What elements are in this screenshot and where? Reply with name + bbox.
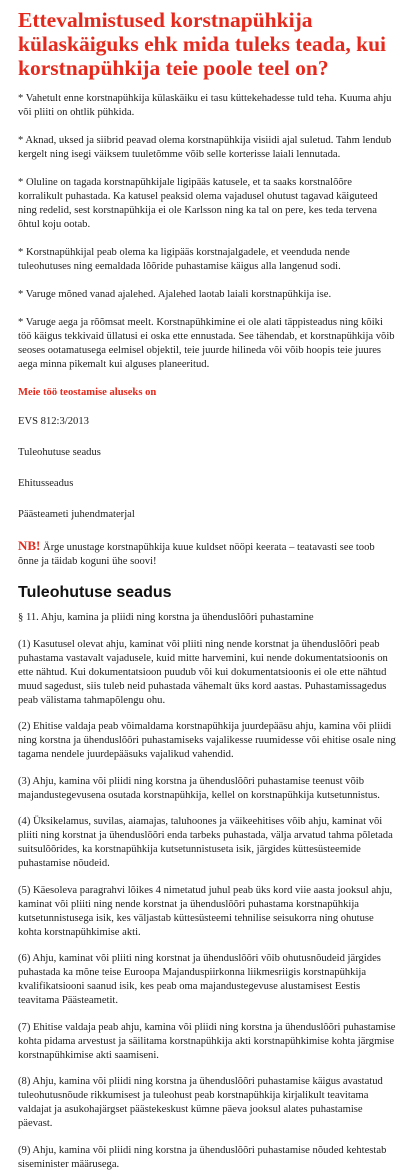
basis-item: Päästeameti juhendmaterjal [18, 509, 135, 520]
tip-item: * Varuge mõned vanad ajalehed. Ajalehed laotab laiali korstnapühkija ise. [18, 289, 332, 300]
page-title: Ettevalmistused korstnapühkija külaskäiguks ehk mida tuleks teada, kui korstnapühkija teie poole teel on? [18, 8, 387, 80]
law-section [18, 611, 397, 1172]
law-paragraph: (2) Ehitise valdaja peab võimaldama korstnapühkija juurdepääsu ahju, kamina või pliidi ning korstna ja ühenduslõõri puhastamiseks vajalikesse ruumidesse või ehitise osale ning tagama nendele juurdepääsuks vajalikud vahendid. [18, 721, 396, 760]
law-paragraph: (7) Ehitise valdaja peab ahju, kamina või pliidi ning korstna ja ühenduslõõri puhastamise kohta pidama arvestust ja säilitama korstnapühkija akti korstnapühkimise kohta järgmise korstnapühkimise akti saamiseni. [18, 1021, 396, 1061]
nb-note [18, 539, 397, 569]
tip-item: * Varuge aega ja rõõmsat meelt. Korstnapühkimine ei ole alati täppisteadus ning kõiki töö käigus tekkivaid üllatusi ei oska ette ennustada. See tähendab, et korstnapühkija võib seoses ootamatusega eelmisel objektil, teie juurde hilineda või võib hoopis teie juures aega minna pikemalt kui alguses planeeritud. [18, 317, 395, 370]
law-heading: Tuleohutuse seadus [18, 584, 172, 601]
tip-item: * Oluline on tagada korstnapühkijale ligipääs katusele, et ta saaks korstnalõõre korralikult puhastada. Ka katusel peaksid olema vajadusel ohutust tagavad käiguteed ning redelid, sest korstnapühkija ei ole Karlsson ning ka tal on pere, kes teda tervena õhtul koju ootab. [18, 177, 378, 230]
law-paragraph: (1) Kasutusel olevat ahju, kaminat või pliiti ning nende korstnat ja ühenduslõõri peab puhastama vastavalt vajadusele, kuid mitte harvemini, kui nende dokumentatsioonis on ette nähtud. Kui dokumentatsioon puudub või kui dokumentatsioonis ei ole ette nähtud muud sagedust, siis tuleb neid puhastada vähemalt üks kord aastas. Puhastamissagedus peab välistama tahmapõlengu ohu. [18, 638, 388, 706]
law-paragraph: (4) Üksikelamus, suvilas, aiamajas, taluhoones ja väikeehitises võib ahju, kaminat või pliiti ning korstnat ja ühenduslõõri enda tarbeks puhastada, välja arvatud tahma põletada suitsulõõrides, ka korstnapühkija kutsetunnistuseta isik, järgides küttesüsteemide puhastamise nõudeid. [18, 816, 393, 869]
law-paragraph: (3) Ahju, kamina või pliidi ning korstna ja ühenduslõõri puhastamise teenust võib majandustegevusena osutada korstnapühkija, kellel on korstnapühkija kutsetunnistus. [18, 775, 380, 801]
basis-item: Ehitusseadus [18, 478, 74, 489]
basis-item: EVS 812:3/2013 [18, 416, 89, 427]
law-paragraph: (8) Ahju, kamina või pliidi ning korstna ja ühenduslõõri puhastamise käigus avastatud tuleohutusnõude rikkumisest ja tuleohust peab korstnapühkija kirjalikult teavitama valdajat ja asukohajärgset päästekeskust kümne päeva jooksul alates puhastamise päevast. [18, 1076, 383, 1129]
law-paragraph: (9) Ahju, kamina või pliidi ning korstna ja ühenduslõõri puhastamise nõuded kehtestab siseminister määrusega. [18, 1144, 387, 1170]
tip-item: * Aknad, uksed ja siibrid peavad olema korstnapühkija visiidi ajal suletud. Tahm lendub kergelt ning isegi väiksem tuuletõmme võib selle korterisse laiali lennutada. [18, 135, 392, 160]
law-paragraph: (5) Käesoleva paragrahvi lõikes 4 nimetatud juhul peab üks kord viie aasta jooksul ahju, kaminat või pliiti ning nende korstnat ja ühenduslõõri puhastama korstnapühkija kutsetunnistusega isik, kes väljastab küttesüsteemi tehnilise seisukorra ning ohutuse kohta korstnapühkimise akti. [18, 884, 393, 938]
law-paragraph: § 11. Ahju, kamina ja pliidi ning korstna ja ühenduslõõri puhastamine [18, 612, 314, 623]
tip-item: * Korstnapühkijal peab olema ka ligipääs korstnajalgadele, et veenduda nende tuleohutuses ning eemaldada lõõride puhastamise käigus alla langenud sodi. [18, 247, 350, 272]
basis-item: Tuleohutuse seadus [18, 447, 101, 458]
nb-label: NB! [18, 538, 41, 553]
basis-list [18, 415, 397, 522]
nb-text: Ärge unustage korstnapühkija kuue kuldset nööpi keerata – teatavasti see toob õnne ja täidab koguni ühe soovi! [18, 542, 375, 567]
law-paragraph: (6) Ahju, kaminat või pliiti ning korstnat ja ühenduslõõri võib ohutusnõudeid järgides puhastada ka mõne teise Euroopa Majanduspiirkonna liikmesriigis korstnapühkija kvalifikatsiooni saanud isik, kes peab oma majandustegevuse alustamisest Eestis teavitama Päästeametit. [18, 953, 381, 1006]
tips-list [18, 92, 397, 372]
basis-heading: Meie töö teostamise aluseks on [18, 387, 157, 398]
tip-item: * Vahetult enne korstnapühkija külaskäiku ei tasu küttekehadesse tuld teha. Kuuma ahju või pliiti on ohtlik pühkida. [18, 93, 392, 118]
